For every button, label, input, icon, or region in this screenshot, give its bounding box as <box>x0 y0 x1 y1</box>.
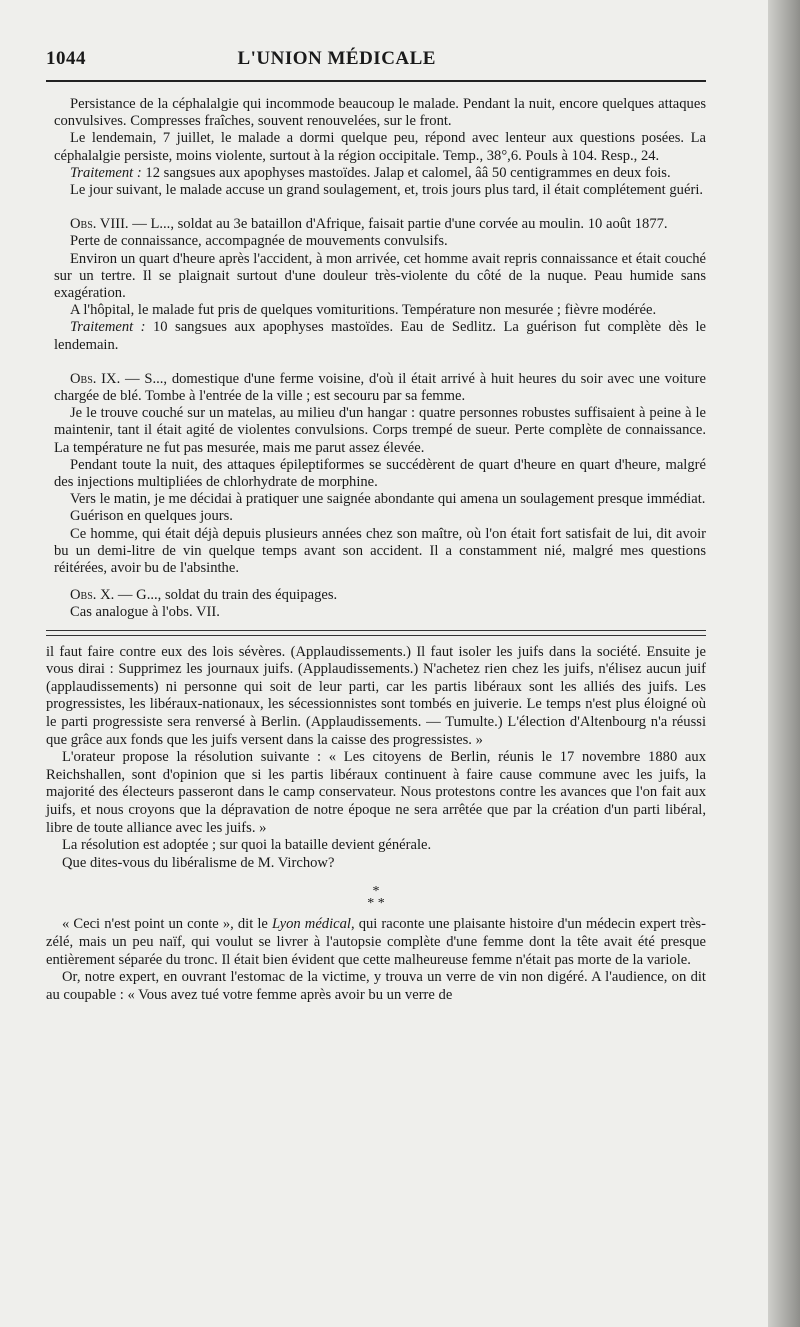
paragraph: Environ un quart d'heure après l'accident, à mon arrivée, cet homme avait repris connaissance et était couché sur un tertre. Il se plaignait surtout d'une douleur très-violente du côté de la nuque. Peau humide sans exagération. <box>54 250 706 302</box>
observations-column <box>46 96 706 622</box>
paragraph: La résolution est adoptée ; sur quoi la bataille devient générale. <box>62 837 432 854</box>
observation-heading: Obs. IX. — S..., domestique d'une ferme voisine, d'où il était arrivé à huit heures du soir avec une voiture chargée de blé. Tombe à l'entrée de la ville ; est secouru par sa femme. <box>54 370 706 405</box>
paragraph: Je le trouve couché sur un matelas, au milieu d'un hangar : quatre personnes robustes suffisaient à peine à le maintenir, tant il était agité de violentes convulsions. Corps trempé de sueur. Perte complète de connaissance. La température ne fut pas mesurée, mais me parut assez élevée. <box>54 405 706 456</box>
page-edge-shadow <box>768 0 800 1327</box>
paragraph: A l'hôpital, le malade fut pris de quelques vomituritions. Température non mesurée ; fièvre modérée. <box>70 302 657 319</box>
observation-label: Obs. VIII. <box>70 216 129 233</box>
paragraph: Perte de connaissance, accompagnée de mouvements convulsifs. <box>70 233 448 250</box>
paragraph: L'orateur propose la résolution suivante : « Les citoyens de Berlin, réunis le 17 novembre 1880 aux Reichshallen, sont d'opinion que si les partis libéraux continuent à faire cause commune avec les juifs, la majorité des électeurs passeront dans le camp conservateur. Nous protestons contre les avances que l'on fait aux juifs, et nous croyons que la dépravation de notre époque ne sera arrêtée que par la création d'un parti libéral, libre de toute alliance avec les juifs. » <box>46 749 706 836</box>
paragraph: il faut faire contre eux des lois sévères. (Applaudissements.) Il faut isoler les juifs dans la société. Ensuite je vous dirai : Supprimez les journaux juifs. (Applaudissements.) N'achetez rien chez les juifs, n'élisez aucun juif (applaudissements) ni personne qui soit de leur parti, car les partis libéraux sont les alliés des juifs. Les progressistes, les libéraux-nationaux, les sécessionnistes sont tombés en juiverie. Le temps n'est plus éloigné où le parti progressiste sera renversé à Berlin. (Applaudissements. — Tumulte.) L'élection d'Altenbourg n'a réussi que grâce aux fonds que les juifs versent dans la caisse des progressistes. » <box>46 643 706 748</box>
observation-label: Obs. X. <box>70 587 115 604</box>
paragraph: Guérison en quelques jours. <box>70 508 233 525</box>
paragraph: Pendant toute la nuit, des attaques épileptiformes se succédèrent de quart d'heure en quart d'heure, malgré des injections multipliées de chlorhydrate de morphine. <box>54 456 706 491</box>
paragraph: Persistance de la céphalalgie qui incommode beaucoup le malade. Pendant la nuit, encore quelques attaques convulsives. Compresses fraîches, souvent renouvelées, sur le front. <box>54 96 706 130</box>
paragraph: Le lendemain, 7 juillet, le malade a dormi quelque peu, répond avec lenteur aux questions posées. La céphalalgie persiste, moins violente, surtout à la région occipitale. Temp., 38°,6. Pouls à 104. Resp., 24. <box>54 130 706 164</box>
asterism-divider: * * * <box>367 884 385 912</box>
paragraph: Or, notre expert, en ouvrant l'estomac de la victime, y trouva un verre de vin non digéré. A l'audience, on dit au coupable : « Vous avez tué votre femme après avoir bu un verre de <box>46 969 706 1003</box>
observation-heading: Obs. VIII. — L..., soldat au 3e bataillon d'Afrique, faisait partie d'une corvée au moulin. 10 août 1877. <box>70 216 668 233</box>
feuilleton-column <box>46 644 706 1005</box>
treatment-label: Traitement : <box>70 319 146 336</box>
paragraph: Ce homme, qui était déjà depuis plusieurs années chez son maître, où l'on était fort satisfait de lui, dit avoir bu un demi-litre de vin quelque temps avant son accident. Il a constamment nié, malgré mes questions réitérées, avoir bu de l'absinthe. <box>54 525 706 577</box>
paragraph: Le jour suivant, le malade accuse un grand soulagement, et, trois jours plus tard, il était complétement guéri. <box>70 182 704 199</box>
section-separator-rule <box>46 630 706 636</box>
running-header <box>46 48 706 70</box>
page-number: 1044 <box>46 48 86 69</box>
treatment-label: Traitement : <box>70 164 142 181</box>
paragraph: « Ceci n'est point un conte », dit le Lyon médical, qui raconte une plaisante histoire d'un médecin expert très-zélé, mais un peu naïf, qui voulut se livrer à l'autopsie complète d'une femme dont la tête avait été presque entièrement séparée du tronc. Il était bien évident que cette malheureuse femme n'était pas morte de la variole. <box>46 916 706 968</box>
paragraph: Traitement : 10 sangsues aux apophyses mastoïdes. Eau de Sedlitz. La guérison fut complète dès le lendemain. <box>54 319 707 353</box>
observation-heading: Obs. X. — G..., soldat du train des équipages. <box>70 587 338 604</box>
paragraph: Cas analogue à l'obs. VII. <box>70 604 220 621</box>
source-title: Lyon médical <box>271 916 351 933</box>
paragraph: Vers le matin, je me décidai à pratiquer une saignée abondante qui amena un soulagement presque immédiat. <box>70 491 706 508</box>
paragraph: Traitement : 12 sangsues aux apophyses mastoïdes. Jalap et calomel, ââ 50 centigrammes en deux fois. <box>70 164 671 181</box>
header-rule <box>46 80 706 82</box>
observation-label: Obs. IX. <box>70 370 121 387</box>
paragraph: Que dites-vous du libéralisme de M. Virchow? <box>62 854 335 871</box>
journal-title: L'UNION MÉDICALE <box>237 48 436 69</box>
